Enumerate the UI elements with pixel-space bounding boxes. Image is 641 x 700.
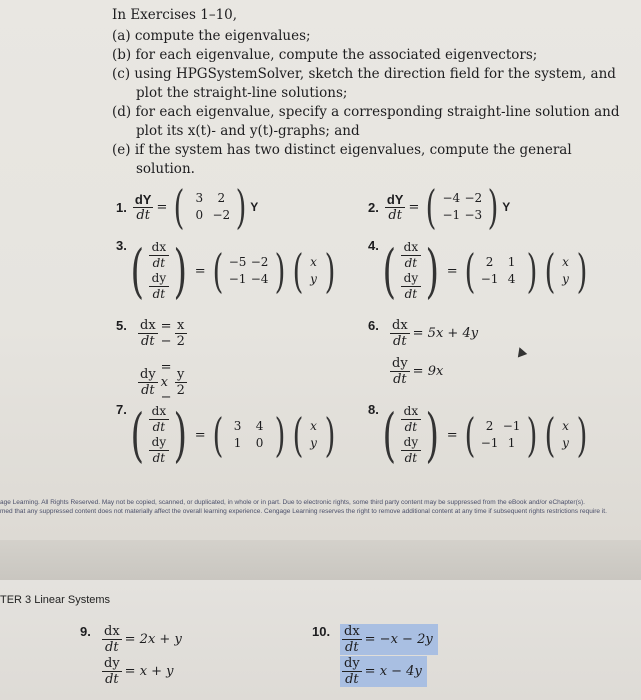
coefficient-matrix: 3 4 1 0 [233,419,264,450]
exercise-number: 7. [116,402,127,417]
exercise-number: 1. [116,199,127,215]
vector-y: Y [250,200,259,214]
state-vector: x y [562,255,569,286]
state-vector: x y [310,419,317,450]
derivative-vector: dx dt dy dt [149,240,169,302]
derivative-vector: dx dt dy dt [149,404,169,466]
state-vector: x y [310,255,317,286]
exercise-number: 9. [80,624,91,639]
page-gap [0,540,641,580]
highlighted-equation: $\frac{dy}{dt}$ = x − 4y [340,656,427,687]
derivative-vector: dx dt dy dt [401,404,421,466]
derivative: $\frac{dY}{dt}$ [134,191,152,223]
vector-y: Y [502,200,511,214]
exercise-number: 4. [368,238,379,253]
coefficient-matrix: −5 −2 −1 −4 [228,255,269,286]
instruction-e: (e) if the system has two distinct eigenvalues, compute the general solution. [112,142,572,177]
exercise-number: 5. [116,318,127,333]
exercise-1: 1. $\frac{dY}{dt}$ = ( 3 2 0 −2 ) Y [116,180,259,234]
exercise-instructions [112,6,632,179]
copyright-notice: age Learning. All Rights Reserved. May not be copied, scanned, or duplicated, in whole or in part. Due to electronic rights, some third party content may be suppressed from the eBook and/or eChapter(s). med that any suppressed content does not materially affect the overall learning experience. Cengage Learning reserves the right to remove additional content at any time if subsequent rights restrictions require it. [0,499,607,515]
instruction-c: (c) using HPGSystemSolver, sketch the direction field for the system, and plot the straight-line solutions; [112,66,616,101]
coefficient-matrix: 3 2 0 −2 [195,191,231,222]
coefficient-matrix: 2 −1 −1 1 [480,419,521,450]
derivative-vector: dx dt dy dt [401,240,421,302]
state-vector: x y [562,419,569,450]
coefficient-matrix: 2 1 −1 4 [480,255,516,286]
exercise-number: 3. [116,238,127,253]
highlighted-equation: $\frac{dx}{dt}$ = −x − 2y [340,624,438,655]
derivative: $\frac{dY}{dt}$ [386,191,404,223]
instruction-a: (a) compute the eigenvalues; [112,28,311,44]
coefficient-matrix: −4 −2 −1 −3 [442,191,483,222]
exercise-number: 8. [368,402,379,417]
instruction-b: (b) for each eigenvalue, compute the associated eigenvectors; [112,47,538,63]
exercise-2: 2. $\frac{dY}{dt}$ = ( −4 −2 −1 −3 ) Y [368,180,511,234]
chapter-header: TER 3 Linear Systems [0,594,111,606]
instruction-d: (d) for each eigenvalue, specify a corresponding straight-line solution and plot its x(t)- and y(t)-graphs; and [112,104,620,139]
exercise-number: 10. [312,624,331,639]
instructions-lead: In Exercises 1–10, [112,7,238,23]
exercise-number: 6. [368,318,379,333]
exercise-number: 2. [368,199,379,215]
